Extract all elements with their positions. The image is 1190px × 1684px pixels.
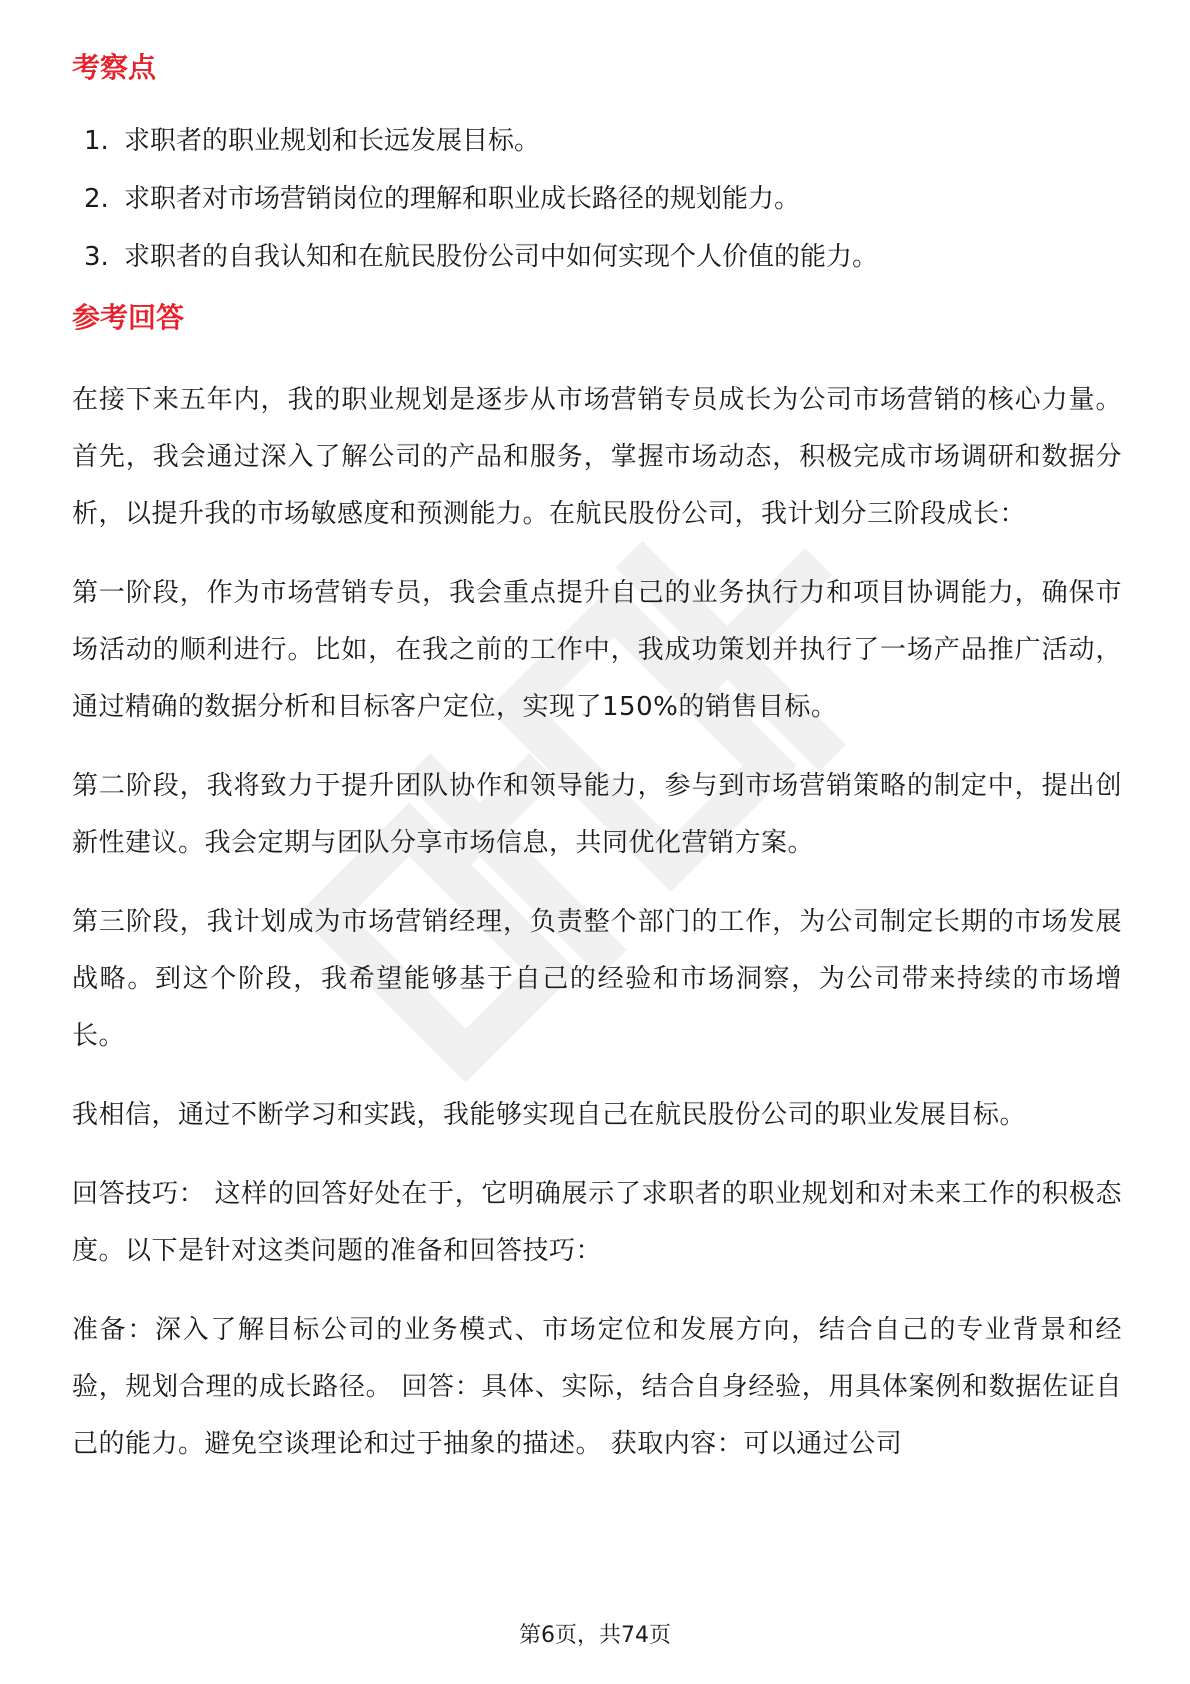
list-item-number: 1.: [84, 126, 109, 156]
answer-tips-paragraph: 回答技巧： 这样的回答好处在于，它明确展示了求职者的职业规划和对未来工作的积极态度。以下是针对这类问题的准备和回答技巧：: [72, 1179, 1122, 1266]
answer-paragraph: 第三阶段，我计划成为市场营销经理，负责整个部门的工作，为公司制定长期的市场发展战略。到这个阶段，我希望能够基于自己的经验和市场洞察，为公司带来持续的市场增长。: [72, 907, 1122, 1051]
answer-paragraph: 在接下来五年内，我的职业规划是逐步从市场营销专员成长为公司市场营销的核心力量。首先，我会通过深入了解公司的产品和服务，掌握市场动态，积极完成市场调研和数据分析，以提升我的市场敏感度和预测能力。在航民股份公司，我计划分三阶段成长：: [72, 385, 1122, 529]
list-item-text: 求职者对市场营销岗位的理解和职业成长路径的规划能力。: [124, 184, 801, 214]
list-item-text: 求职者的职业规划和长远发展目标。: [124, 126, 541, 156]
section-title-focus-points: 考察点: [72, 51, 157, 84]
answer-paragraph: 第一阶段，作为市场营销专员，我会重点提升自己的业务执行力和项目协调能力，确保市场活动的顺利进行。比如，在我之前的工作中，我成功策划并执行了一场产品推广活动，通过精确的数据分析和目标客户定位，实现了150%的销售目标。: [72, 578, 1122, 722]
answer-paragraph: 第二阶段，我将致力于提升团队协作和领导能力，参与到市场营销策略的制定中，提出创新性建议。我会定期与团队分享市场信息，共同优化营销方案。: [72, 771, 1122, 858]
answer-paragraph: 我相信，通过不断学习和实践，我能够实现自己在航民股份公司的职业发展目标。: [72, 1100, 1027, 1130]
list-item: [72, 228, 1122, 286]
section-title-reference-answer: 参考回答: [72, 301, 185, 334]
list-item: [72, 112, 1122, 170]
list-item-text: 求职者的自我认知和在航民股份公司中如何实现个人价值的能力。: [124, 242, 879, 272]
list-item-number: 2.: [84, 184, 109, 214]
focus-points-list: [72, 112, 1122, 286]
list-item: [72, 170, 1122, 228]
document-content: [72, 42, 1122, 1473]
page-number-footer: 第6页，共74页: [519, 1623, 671, 1648]
list-item-number: 3.: [84, 242, 109, 272]
preparation-paragraph: 准备：深入了解目标公司的业务模式、市场定位和发展方向，结合自己的专业背景和经验，规划合理的成长路径。 回答：具体、实际，结合自身经验，用具体案例和数据佐证自己的能力。避免空谈理论和过于抽象的描述。 获取内容：可以通过公司: [72, 1315, 1122, 1459]
